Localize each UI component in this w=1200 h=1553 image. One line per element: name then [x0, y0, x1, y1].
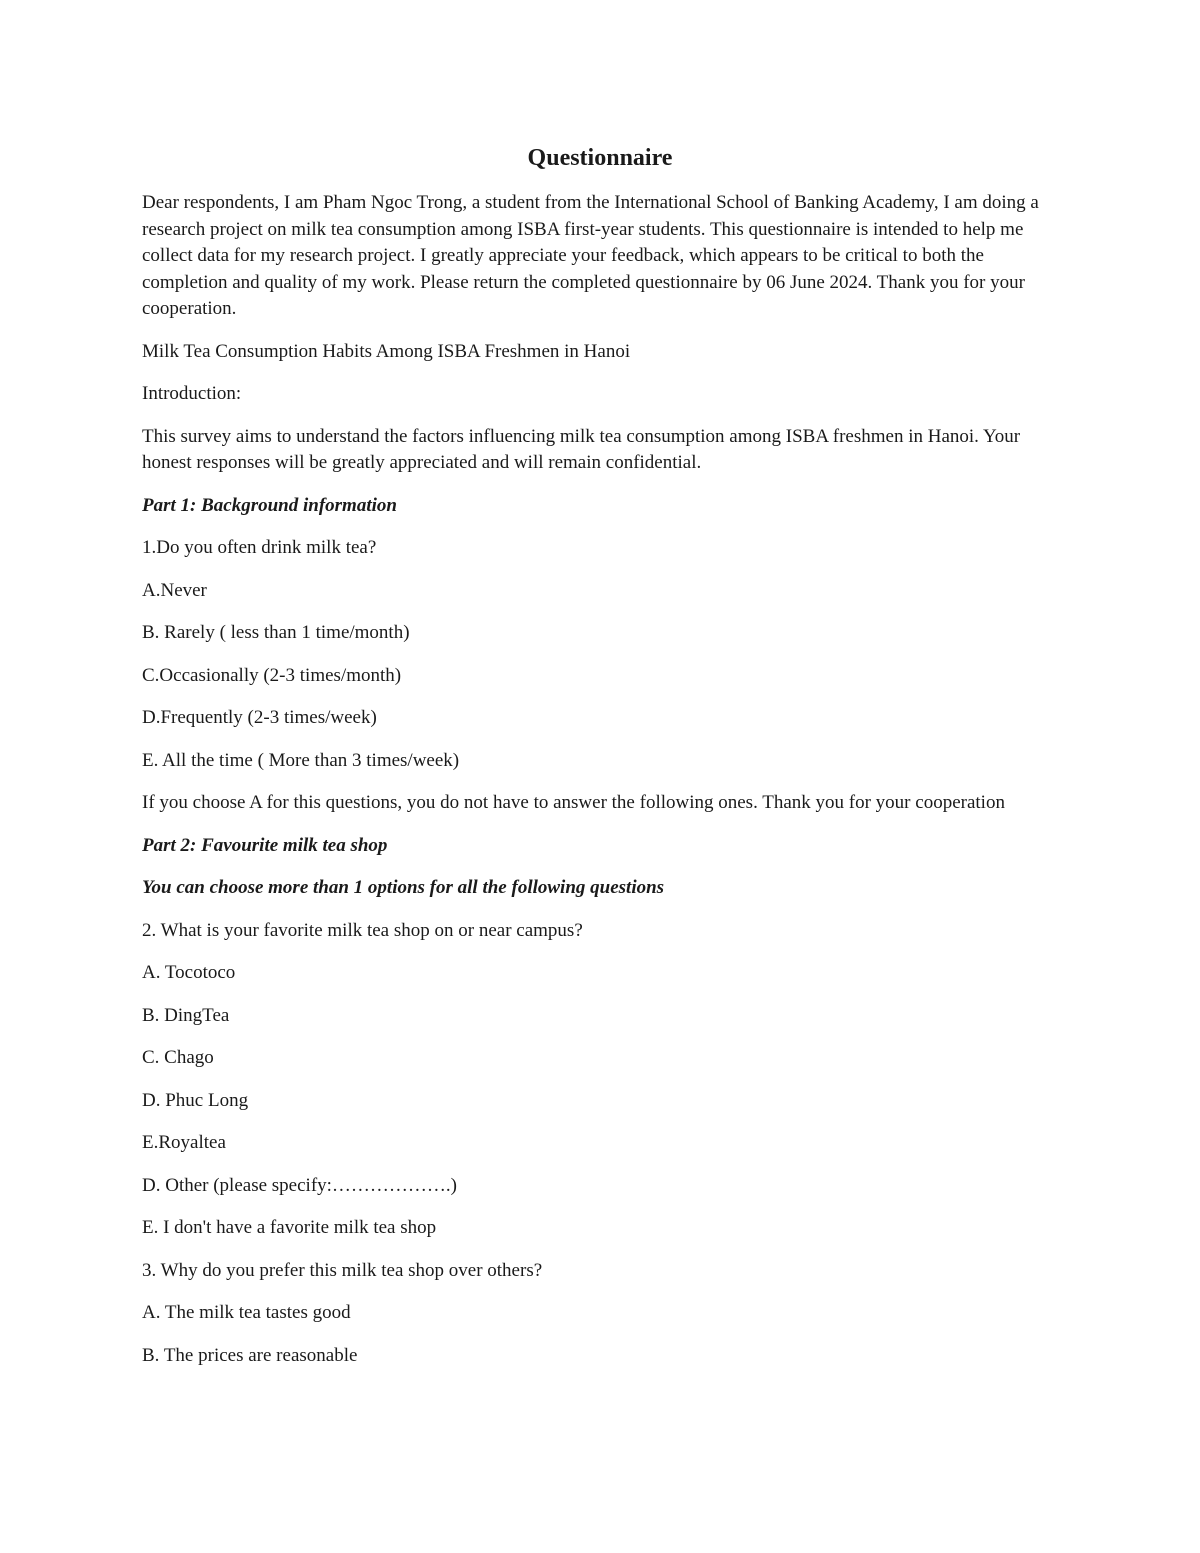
q1-option-d: D.Frequently (2-3 times/week) — [142, 707, 377, 728]
q3-option-a: A. The milk tea tastes good — [142, 1302, 351, 1323]
introduction-text: This survey aims to understand the factors influencing milk tea consumption among ISBA freshmen in Hanoi. Your honest responses will be greatly appreciated and will remain confidential. — [142, 425, 1021, 473]
survey-title: Milk Tea Consumption Habits Among ISBA Freshmen in Hanoi — [142, 340, 631, 362]
q1-option-e: E. All the time ( More than 3 times/week) — [142, 749, 460, 771]
document-title: Questionnaire — [527, 145, 673, 171]
q2-option-none: E. I don't have a favorite milk tea shop — [142, 1217, 437, 1238]
part1-note: If you choose A for this questions, you do not have to answer the following ones. Thank you for your cooperation — [142, 792, 1005, 813]
q1-option-c: C.Occasionally (2-3 times/month) — [142, 664, 402, 686]
q1-option-a: A.Never — [142, 579, 207, 601]
q2-question: 2. What is your favorite milk tea shop on or near campus? — [142, 919, 583, 941]
part2-heading: Part 2: Favourite milk tea shop — [142, 834, 388, 856]
q1-option-b: B. Rarely ( less than 1 time/month) — [142, 622, 410, 643]
part2-instruction: You can choose more than 1 options for all the following questions — [142, 877, 665, 898]
q3-option-b: B. The prices are reasonable — [142, 1344, 358, 1366]
q2-option-b: B. DingTea — [142, 1004, 230, 1026]
q2-option-c: C. Chago — [142, 1047, 214, 1068]
part1-heading: Part 1: Background information — [142, 494, 397, 516]
q1-question: 1.Do you often drink milk tea? — [142, 537, 377, 558]
q2-option-a: A. Tocotoco — [142, 962, 236, 983]
q3-question: 3. Why do you prefer this milk tea shop over others? — [142, 1259, 543, 1281]
q2-option-other: D. Other (please specify:……………….) — [142, 1174, 458, 1196]
intro-paragraph: Dear respondents, I am Pham Ngoc Trong, a student from the International School of Banking Academy, I am doing a research project on milk tea consumption among ISBA first-year students. This questionnaire is intended to help me collect data for my research project. I greatly appreciate your feedback, which appears to be critical to both the completion and quality of my work. Please return the completed questionnaire by 06 June 2024. Thank you for your cooperation. — [142, 192, 1039, 319]
q2-option-d: D. Phuc Long — [142, 1089, 249, 1111]
document-body — [142, 190, 1062, 1385]
introduction-heading: Introduction: — [142, 383, 242, 404]
q2-option-e: E.Royaltea — [142, 1132, 226, 1153]
